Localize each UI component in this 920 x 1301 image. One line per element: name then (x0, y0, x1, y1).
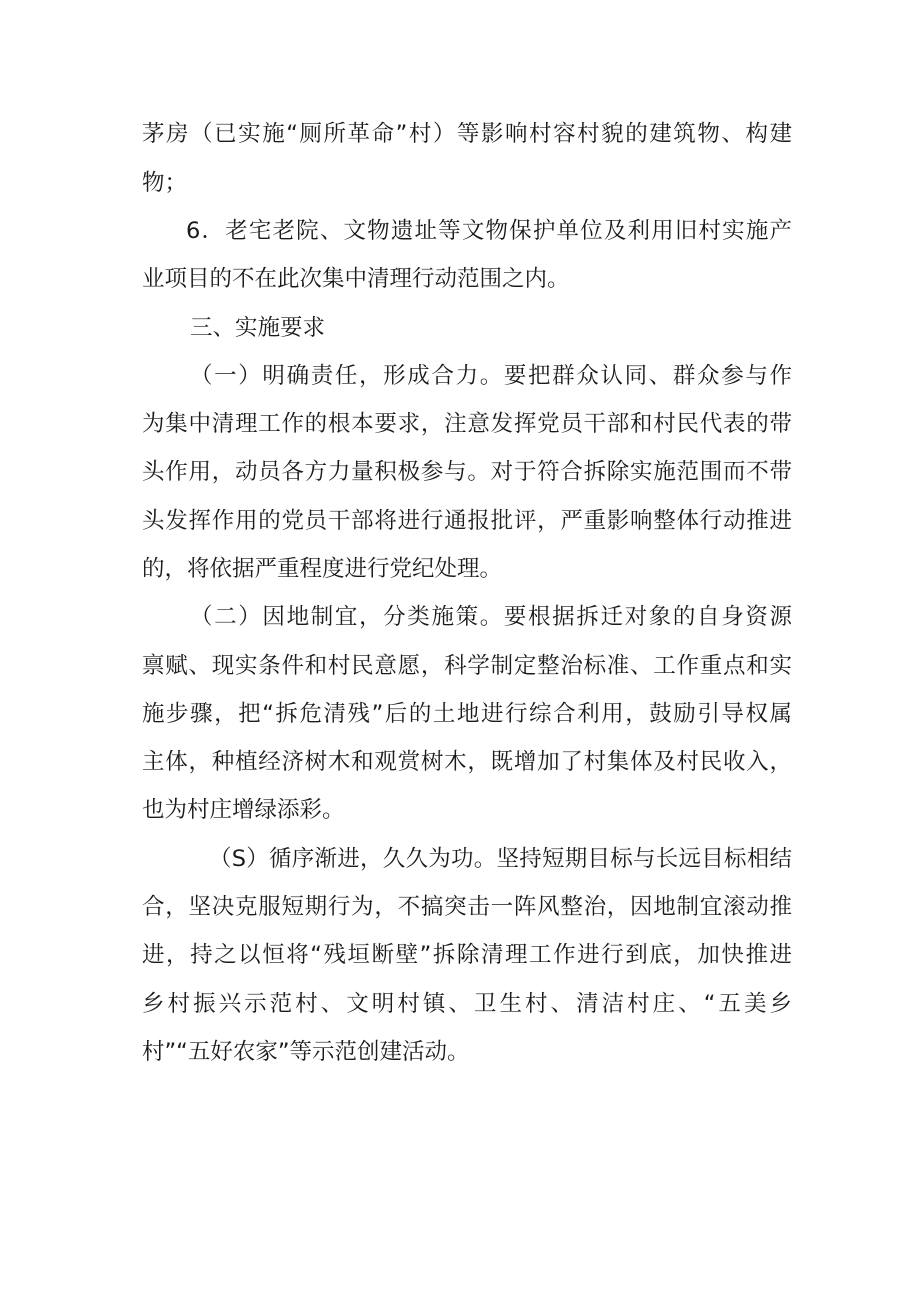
text-line: 合，坚决克服短期行为，不搞突击一阵风整治，因地制宜滚动推 (142, 894, 792, 920)
text-line: 为集中清理工作的根本要求，注意发挥党员干部和村民代表的带 (142, 411, 792, 437)
paragraph-2-start: （二）因地制宜，分类施策。要根据拆迁对象的自身资源 (190, 604, 792, 630)
text-line: 施步骤，把“拆危清残”后的土地进行综合利用，鼓励引导权属 (142, 701, 792, 727)
paragraph-3-start: （S）循序渐进，久久为功。坚持短期目标与长远目标相结 (209, 846, 792, 872)
text-line: 乡村振兴示范村、文明村镇、卫生村、清洁村庄、“五美乡 (142, 991, 792, 1017)
paragraph-1-start: （一）明确责任，形成合力。要把群众认同、群众参与作 (190, 363, 792, 389)
text-line: 村”“五好农家”等示范创建活动。 (142, 1039, 470, 1065)
text-line: 也为村庄增绿添彩。 (142, 797, 345, 823)
text-line: 物； (142, 170, 188, 196)
text-line: 头发挥作用的党员干部将进行通报批评，严重影响整体行动推进 (142, 508, 792, 534)
text-line: 茅房（已实施“厕所革命”村）等影响村容村貌的建筑物、构建 (142, 121, 792, 147)
text-line: 业项目的不在此次集中清理行动范围之内。 (142, 266, 570, 292)
text-line: 禀赋、现实条件和村民意愿，科学制定整治标准、工作重点和实 (142, 653, 792, 679)
text-line: 主体，种植经济树木和观赏树木，既增加了村集体及村民收入， (142, 749, 792, 775)
section-heading: 三、实施要求 (190, 315, 326, 341)
text-line: 进，持之以恒将“残垣断壁”拆除清理工作进行到底，加快推进 (142, 942, 792, 968)
text-line: 头作用，动员各方力量积极参与。对于符合拆除实施范围而不带 (142, 459, 792, 485)
text-line: 的，将依据严重程度进行党纪处理。 (142, 556, 503, 582)
list-item-6-text: 6．老宅老院、文物遗址等文物保护单位及利用旧村实施产 (186, 218, 792, 244)
